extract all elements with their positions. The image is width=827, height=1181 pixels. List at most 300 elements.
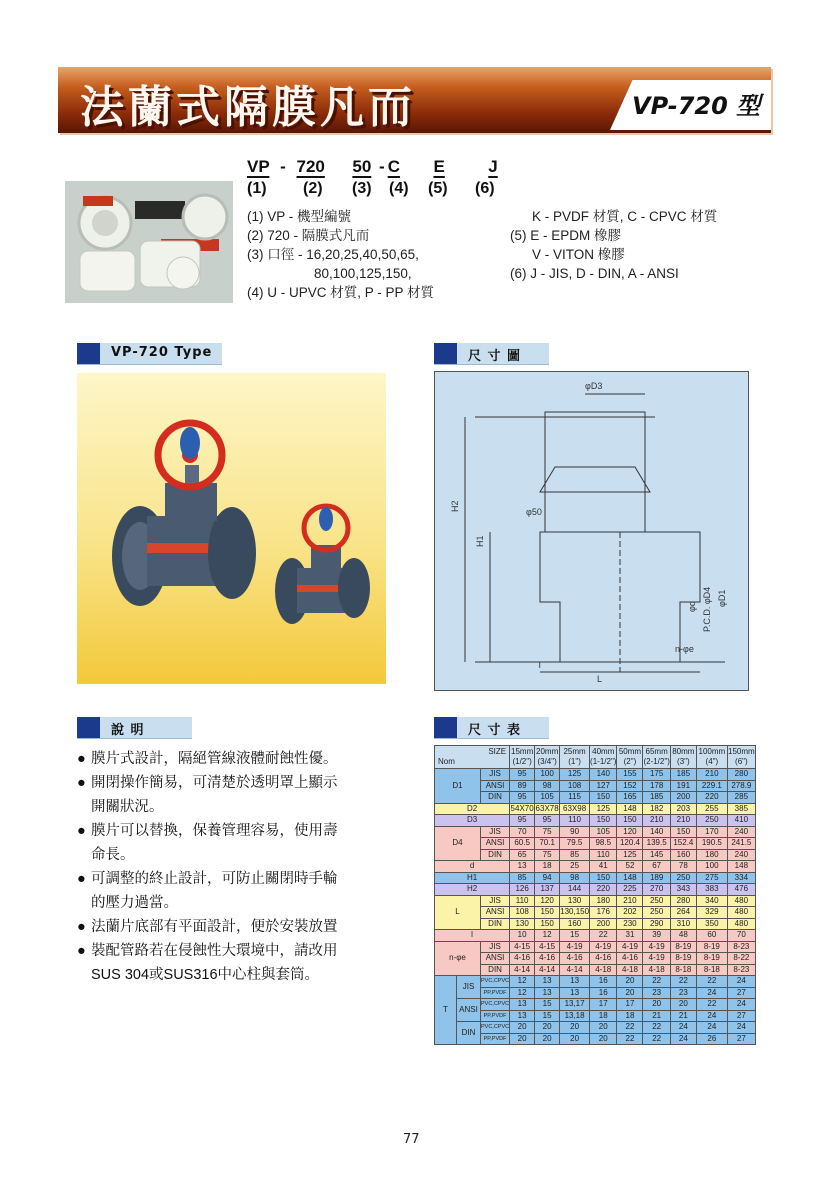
table-cell: 52: [617, 861, 643, 873]
desc-line-6: K - PVDF 材質, C - CPVC 材質: [532, 209, 718, 224]
table-std-label: JIS: [481, 941, 510, 953]
table-cell: 98: [535, 780, 560, 792]
table-cell: 20: [590, 1033, 617, 1045]
table-cell: 60.5: [510, 838, 535, 850]
list-item: 的壓力過當。: [91, 895, 178, 911]
table-group-label: D3: [435, 815, 510, 827]
table-cell: 230: [617, 918, 643, 930]
table-cell: 98: [560, 872, 590, 884]
table-cell: 130: [510, 918, 535, 930]
table-cell: 140: [590, 769, 617, 781]
table-cell: 24: [670, 1022, 696, 1034]
section-header-type: [77, 343, 222, 365]
table-cell: 180: [590, 895, 617, 907]
table-cell: 8-19: [670, 953, 696, 965]
table-cell: 4-16: [617, 953, 643, 965]
table-row: [435, 941, 756, 953]
table-cell: 4-18: [617, 964, 643, 976]
table-cell: 275: [696, 872, 727, 884]
table-cell: 12: [510, 987, 535, 999]
table-cell: 60: [696, 930, 727, 942]
table-header-cell: 20mm (3/4"): [535, 746, 560, 769]
table-cell: 4-16: [590, 953, 617, 965]
table-cell: 8-19: [696, 953, 727, 965]
table-cell: 20: [560, 1033, 590, 1045]
table-row: [435, 953, 756, 965]
table-std-label: JIS: [481, 826, 510, 838]
table-cell: 89: [510, 780, 535, 792]
table-cell: 13,17: [560, 999, 590, 1011]
table-cell: 17: [617, 999, 643, 1011]
table-cell: 185: [670, 769, 696, 781]
table-row: [435, 884, 756, 896]
table-group-label: d: [435, 861, 510, 873]
section-header-table: [434, 717, 549, 739]
desc-line-5: (4) U - UPVC 材質, P - PP 材質: [247, 285, 435, 300]
table-cell: 229.1: [696, 780, 727, 792]
table-cell: 120: [535, 895, 560, 907]
table-cell: 20: [510, 1033, 535, 1045]
list-item: ● 膜片式設計，隔絕管線液體耐蝕性優。: [77, 751, 338, 767]
table-cell: 148: [727, 861, 755, 873]
code-part-1: VP: [247, 157, 270, 176]
table-row: [435, 1010, 756, 1022]
section-marker: [434, 343, 457, 364]
table-cell: 63X98: [560, 803, 590, 815]
table-cell: 94: [535, 872, 560, 884]
table-std-label: ANSI: [481, 907, 510, 919]
table-cell: 165: [617, 792, 643, 804]
table-cell: 13: [560, 976, 590, 988]
table-cell: 108: [510, 907, 535, 919]
table-std-label: DIN: [481, 792, 510, 804]
table-cell: 54X70: [510, 803, 534, 813]
table-std-label: DIN: [457, 1022, 481, 1045]
table-corner: SIZE Nom: [435, 746, 510, 769]
table-cell: 4-16: [560, 953, 590, 965]
table-cell: 24: [696, 987, 727, 999]
table-cell: 385: [727, 803, 755, 815]
table-group-label: D4: [435, 826, 481, 861]
table-cell: 270: [643, 884, 670, 896]
table-cell: 95: [535, 815, 560, 827]
label-h2: H2: [450, 500, 460, 512]
table-cell: 22: [643, 1022, 670, 1034]
table-cell: 20: [510, 1022, 535, 1034]
table-cell: 240: [727, 849, 755, 861]
desc-line-2: (2) 720 - 隔膜式凡而: [247, 228, 370, 243]
code-part-5: E: [433, 157, 445, 176]
section-label: VP-720 Type: [111, 345, 213, 360]
table-row: [435, 849, 756, 861]
table-cell: 125: [617, 849, 643, 861]
table-cell: 23: [670, 987, 696, 999]
table-cell: 21: [643, 1010, 670, 1022]
table-row: [435, 1033, 756, 1045]
cross-section-diagram: [435, 372, 748, 690]
page-title: 法蘭式隔膜凡而: [80, 82, 416, 133]
page-number: 77: [403, 1132, 420, 1147]
table-cell: 65: [510, 849, 535, 861]
table-cell: 105: [535, 792, 560, 804]
table-material-label: PVC,CPVC: [481, 976, 510, 988]
table-cell: 22: [590, 930, 617, 942]
table-std-label: JIS: [457, 976, 481, 999]
table-cell: 130: [560, 895, 590, 907]
table-cell: 13: [535, 987, 560, 999]
table-cell: 17: [590, 999, 617, 1011]
table-cell: 22: [643, 976, 670, 988]
label-l: L: [597, 674, 603, 684]
table-cell: 480: [727, 918, 755, 930]
code-number-4: (4): [389, 180, 409, 197]
table-cell: 8-19: [696, 941, 727, 953]
table-cell: 127: [590, 780, 617, 792]
table-cell: 480: [727, 895, 755, 907]
table-cell: 210: [643, 815, 670, 827]
table-header-cell: 15mm (1/2"): [510, 746, 535, 769]
table-cell: 79.5: [560, 838, 590, 850]
table-cell: 150: [590, 792, 617, 804]
code-number-3: (3): [352, 180, 372, 197]
table-cell: 20: [535, 1033, 560, 1045]
table-cell: 95: [510, 815, 535, 827]
table-row: [435, 930, 756, 942]
table-cell: 24: [696, 1010, 727, 1022]
table-cell: 210: [670, 815, 696, 827]
table-row: [435, 815, 756, 827]
table-cell: 130,150: [560, 907, 590, 917]
table-cell: 170: [696, 826, 727, 838]
table-cell: 241.5: [727, 838, 755, 850]
table-cell: 13: [510, 999, 535, 1011]
table-cell: 70: [727, 930, 755, 942]
code-separator-2: -: [379, 157, 385, 176]
table-cell: 63X78: [535, 803, 559, 813]
table-material-label: PVC,CPVC: [481, 1022, 510, 1034]
table-cell: 105: [590, 826, 617, 838]
section-marker: [77, 717, 100, 738]
table-cell: 18: [617, 1010, 643, 1022]
table-group-label: l: [435, 930, 510, 942]
code-separator-1: -: [280, 157, 286, 176]
table-cell: 18: [590, 1010, 617, 1022]
table-cell: 250: [696, 815, 727, 827]
table-cell: 12: [535, 930, 560, 942]
table-cell: 175: [643, 769, 670, 781]
table-cell: 13: [535, 976, 560, 988]
table-cell: 90: [560, 826, 590, 838]
table-cell: 13: [510, 1010, 535, 1022]
table-group-label: H2: [435, 884, 510, 896]
table-cell: 220: [590, 884, 617, 896]
table-cell: 15: [535, 1010, 560, 1022]
list-item: 命長。: [91, 847, 135, 863]
desc-line-3: (3) 口徑 - 16,20,25,40,50,65,: [247, 247, 419, 262]
table-cell: 280: [670, 895, 696, 907]
table-cell: 210: [617, 895, 643, 907]
table-cell: 189: [643, 872, 670, 884]
table-cell: 255: [696, 803, 727, 815]
section-header-drawing: [434, 343, 549, 365]
table-cell: 39: [643, 930, 670, 942]
table-cell: 250: [643, 907, 670, 919]
table-cell: 220: [696, 792, 727, 804]
model-label: VP-720 型: [632, 92, 761, 120]
table-cell: 250: [670, 872, 696, 884]
table-cell: 22: [696, 999, 727, 1011]
table-header-cell: 80mm (3"): [670, 746, 696, 769]
code-part-2: 720: [296, 157, 325, 176]
table-header-row: [435, 746, 756, 769]
table-cell: 4-19: [643, 941, 670, 953]
table-cell: 278.9: [727, 780, 755, 792]
table-header-cell: 150mm (6"): [727, 746, 755, 769]
list-item: 開關狀況。: [91, 799, 164, 815]
table-cell: 334: [727, 872, 755, 884]
table-cell: 150: [670, 826, 696, 838]
table-cell: 4-15: [535, 941, 560, 953]
code-part-3: 50: [352, 157, 372, 176]
table-header-cell: 100mm (4"): [696, 746, 727, 769]
diaphragm-valve-illustration: [77, 373, 386, 684]
table-cell: 75: [535, 849, 560, 861]
label-d: φd: [687, 601, 697, 612]
table-std-label: ANSI: [481, 838, 510, 850]
table-cell: 155: [617, 769, 643, 781]
table-row: [435, 907, 756, 919]
table-cell: 285: [727, 792, 755, 804]
table-cell: 23: [643, 987, 670, 999]
table-row: [435, 976, 756, 988]
table-cell: 160: [560, 918, 590, 930]
table-cell: 24: [670, 1033, 696, 1045]
table-cell: 22: [696, 976, 727, 988]
table-row: [435, 895, 756, 907]
table-cell: 13: [560, 987, 590, 999]
product-photo-large: [77, 373, 386, 684]
table-row: [435, 999, 756, 1011]
code-number-2: (2): [303, 180, 323, 197]
table-cell: 67: [643, 861, 670, 873]
table-cell: 4-15: [510, 941, 535, 953]
table-cell: 70: [510, 826, 535, 838]
table-row: [435, 838, 756, 850]
table-cell: 10: [510, 930, 535, 942]
list-item: ● 開閉操作簡易，可清楚於透明罩上顯示: [77, 775, 338, 791]
table-cell: 4-19: [617, 941, 643, 953]
table-material-label: PP,PVDF: [481, 1033, 510, 1045]
table-cell: 137: [535, 884, 560, 896]
table-cell: 126: [510, 884, 535, 896]
table-cell: 98.5: [590, 838, 617, 850]
table-cell: 22: [617, 1033, 643, 1045]
table-cell: 20: [590, 1022, 617, 1034]
table-cell: 8-23: [727, 941, 755, 953]
table-cell: 329: [696, 907, 727, 919]
table-cell: 15: [560, 930, 590, 942]
list-item: ● 可調整的終止設計，可防止關閉時手輪: [77, 871, 338, 887]
section-marker: [77, 343, 100, 364]
table-cell: 310: [670, 918, 696, 930]
table-cell: 152: [617, 780, 643, 792]
table-material-label: PP,PVDF: [481, 1010, 510, 1022]
table-cell: 150: [535, 907, 560, 919]
table-cell: 203: [670, 803, 696, 815]
table-cell: 115: [560, 792, 590, 804]
table-group-label: L: [435, 895, 481, 930]
table-std-label: ANSI: [481, 780, 510, 792]
table-cell: 250: [643, 895, 670, 907]
desc-line-1: (1) VP - 機型編號: [247, 209, 352, 224]
table-cell: 350: [696, 918, 727, 930]
table-cell: 4-18: [643, 964, 670, 976]
table-group-label: n-φe: [435, 941, 481, 976]
table-row: [435, 1022, 756, 1034]
table-cell: 150: [590, 815, 617, 827]
table-cell: 180: [696, 849, 727, 861]
table-cell: 48: [670, 930, 696, 942]
table-cell: 26: [696, 1033, 727, 1045]
table-std-label: JIS: [481, 895, 510, 907]
table-group-label: H1: [435, 872, 510, 884]
table-row: [435, 792, 756, 804]
table-cell: 125: [590, 803, 617, 815]
table-std-label: DIN: [481, 918, 510, 930]
table-group-label: T: [435, 976, 457, 1045]
table-cell: 476: [727, 884, 755, 896]
table-cell: 27: [727, 1033, 755, 1045]
table-cell: 20: [670, 999, 696, 1011]
table-cell: 176: [590, 907, 617, 919]
table-std-label: ANSI: [457, 999, 481, 1022]
code-part-4: C: [387, 157, 400, 176]
label-d1: φD1: [717, 589, 727, 607]
table-cell: 145: [643, 849, 670, 861]
table-group-label: D2: [435, 803, 510, 815]
table-cell: 13,18: [560, 1010, 590, 1022]
table-cell: 144: [560, 884, 590, 896]
table-cell: 100: [696, 861, 727, 873]
table-header-cell: 50mm (2"): [617, 746, 643, 769]
table-row: [435, 987, 756, 999]
valves-illustration: [65, 181, 233, 303]
table-cell: 8-18: [696, 964, 727, 976]
table-cell: 225: [617, 884, 643, 896]
table-cell: 125: [560, 769, 590, 781]
table-cell: 20: [560, 1022, 590, 1034]
table-cell: 150: [590, 872, 617, 884]
table-cell: 25: [560, 861, 590, 873]
table-cell: 4-19: [643, 953, 670, 965]
section-header-description: [77, 717, 192, 739]
code-number-6: (6): [475, 180, 495, 197]
table-row: [435, 861, 756, 873]
table-cell: 70.1: [535, 838, 560, 850]
list-item: SUS 304或SUS316中心柱與套筒。: [91, 967, 320, 983]
section-label: 尺 寸 表: [468, 723, 522, 738]
table-cell: 150: [535, 918, 560, 930]
table-cell: 264: [670, 907, 696, 919]
table-cell: 280: [727, 769, 755, 781]
desc-line-9: (6) J - JIS, D - DIN, A - ANSI: [510, 266, 679, 281]
table-cell: 16: [590, 987, 617, 999]
table-std-label: DIN: [481, 964, 510, 976]
table-row: [435, 769, 756, 781]
desc-line-8: V - VITON 橡膠: [532, 247, 625, 262]
section-label: 尺 寸 圖: [468, 349, 522, 364]
table-cell: 110: [560, 815, 590, 827]
table-cell: 4-19: [560, 941, 590, 953]
table-cell: 191: [670, 780, 696, 792]
table-std-label: DIN: [481, 849, 510, 861]
label-fifty: φ50: [526, 507, 542, 517]
list-item: ● 膜片可以替換，保養管理容易，使用壽: [77, 823, 338, 839]
table-row: [435, 918, 756, 930]
table-cell: 108: [560, 780, 590, 792]
table-cell: 152.4: [670, 838, 696, 850]
table-cell: 210: [696, 769, 727, 781]
table-cell: 4-14: [510, 964, 535, 976]
table-cell: 200: [590, 918, 617, 930]
table-cell: 75: [535, 826, 560, 838]
table-header-cell: 65mm (2-1/2"): [643, 746, 670, 769]
table-cell: 20: [643, 999, 670, 1011]
table-cell: 4-19: [590, 941, 617, 953]
table-std-label: ANSI: [481, 953, 510, 965]
list-item: ● 法蘭片底部有平面設計，便於安裝放置: [77, 919, 338, 935]
table-cell: 13: [510, 861, 535, 873]
table-cell: 31: [617, 930, 643, 942]
table-cell: 8-18: [670, 964, 696, 976]
table-cell: 110: [590, 849, 617, 861]
table-cell: 27: [727, 1010, 755, 1022]
table-cell: 100: [535, 769, 560, 781]
table-group-label: D1: [435, 769, 481, 804]
table-cell: 22: [617, 1022, 643, 1034]
table-material-label: PP,PVDF: [481, 987, 510, 999]
table-material-label: PVC,CPVC: [481, 999, 510, 1011]
table-cell: 22: [643, 1033, 670, 1045]
table-cell: 85: [560, 849, 590, 861]
table-cell: 383: [696, 884, 727, 896]
table-cell: 148: [617, 803, 643, 815]
table-row: [435, 803, 756, 815]
label-pcd: P.C.D. φD4: [702, 586, 712, 632]
table-cell: 185: [643, 792, 670, 804]
label-t: T: [537, 660, 543, 670]
table-header-cell: 25mm (1"): [560, 746, 590, 769]
table-cell: 140: [643, 826, 670, 838]
section-label: 說 明: [111, 723, 145, 738]
table-cell: 148: [617, 872, 643, 884]
table-cell: 343: [670, 884, 696, 896]
table-cell: 190.5: [696, 838, 727, 850]
table-cell: 182: [643, 803, 670, 815]
table-cell: 20: [617, 976, 643, 988]
table-std-label: JIS: [481, 769, 510, 781]
table-cell: 27: [727, 987, 755, 999]
table-cell: 120: [617, 826, 643, 838]
table-cell: 4-16: [510, 953, 535, 965]
code-part-6: J: [488, 157, 498, 176]
table-cell: 4-18: [590, 964, 617, 976]
table-cell: 24: [727, 976, 755, 988]
code-number-1: (1): [247, 180, 267, 197]
table-cell: 16: [590, 976, 617, 988]
table-cell: 21: [670, 1010, 696, 1022]
table-cell: 110: [510, 895, 535, 907]
